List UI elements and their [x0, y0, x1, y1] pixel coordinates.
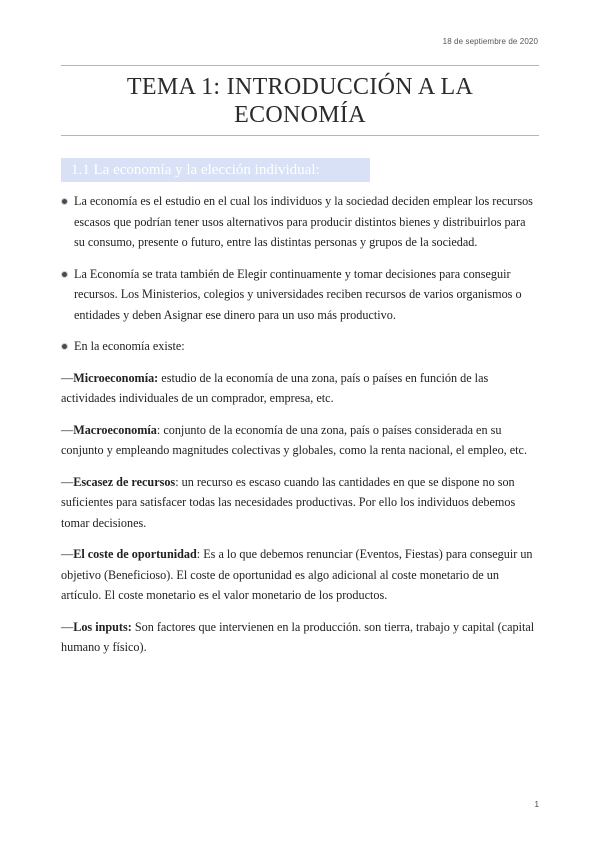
- definition-coste-oportunidad: [61, 544, 539, 606]
- bullet-item: [61, 336, 539, 357]
- definition-dash: —: [61, 619, 74, 634]
- definition-macroeconomia: [61, 420, 539, 461]
- document-body: [61, 191, 539, 669]
- definition-dash: —: [61, 474, 74, 489]
- title-top-rule: [61, 65, 539, 66]
- definition-term: Los inputs:: [73, 619, 132, 634]
- definition-dash: —: [61, 547, 74, 561]
- document-date: 18 de septiembre de 2020: [442, 37, 538, 46]
- bullet-icon: [62, 344, 67, 349]
- definition-inputs: [61, 617, 539, 658]
- bullet-text: En la economía existe:: [74, 339, 185, 353]
- definition-text: : Es a lo que debemos renunciar (Eventos, Fiestas) para conseguir un objetivo (Beneficioso). El coste de oportunidad es algo adicional al coste monetario de un artículo. El coste monetario es el valor monetario de los productos.: [61, 547, 533, 602]
- definition-term: Microeconomía:: [73, 370, 159, 385]
- definition-text: : conjunto de la economía de una zona, país o países considerada en su conjunto y empleando magnitudes colectivas y globales, como la renta nacional, el empleo, etc.: [61, 422, 528, 457]
- bullet-item: [61, 264, 539, 326]
- page-title: TEMA 1: INTRODUCCIÓN A LA ECONOMÍA: [126, 74, 474, 128]
- definition-term: El coste de oportunidad: [73, 547, 197, 561]
- definition-term: Macroeconomía: [73, 422, 157, 437]
- definition-dash: —: [61, 370, 74, 385]
- bullet-icon: [62, 272, 67, 277]
- section-heading: 1.1 La economía y la elección individual:: [61, 158, 370, 182]
- definition-text: : un recurso es escaso cuando las cantidades en que se dispone no son suficientes para satisfacer todas las necesidades productivas. Por ello los individuos debemos tomar decisiones.: [61, 474, 516, 530]
- definition-text: estudio de la economía de una zona, país o países en función de las actividades individuales de un comprador, empresa, etc.: [61, 370, 489, 405]
- definition-term: Escasez de recursos: [73, 474, 176, 489]
- bullet-icon: [62, 199, 67, 204]
- bullet-item: [61, 191, 539, 253]
- definition-text: Son factores que intervienen en la producción. son tierra, trabajo y capital (capital humano y físico).: [61, 619, 535, 654]
- title-bottom-rule: [61, 135, 539, 136]
- page-number: 1: [534, 800, 539, 809]
- definition-dash: —: [61, 422, 74, 437]
- definition-microeconomia: [61, 368, 539, 409]
- bullet-text: La economía es el estudio en el cual los individuos y la sociedad deciden emplear los recursos escasos que podrían tener usos alternativos para producir distintos bienes y distribuirlos para su consumo, presente o futuro, entre las distintas personas y grupos de la sociedad.: [74, 194, 533, 249]
- bullet-text: La Economía se trata también de Elegir continuamente y tomar decisiones para conseguir recursos. Los Ministerios, colegios y universidades reciben recursos de varios organismos o entidades y deben Asignar ese dinero para un uso más productivo.: [74, 266, 522, 322]
- definition-escasez: [61, 472, 539, 534]
